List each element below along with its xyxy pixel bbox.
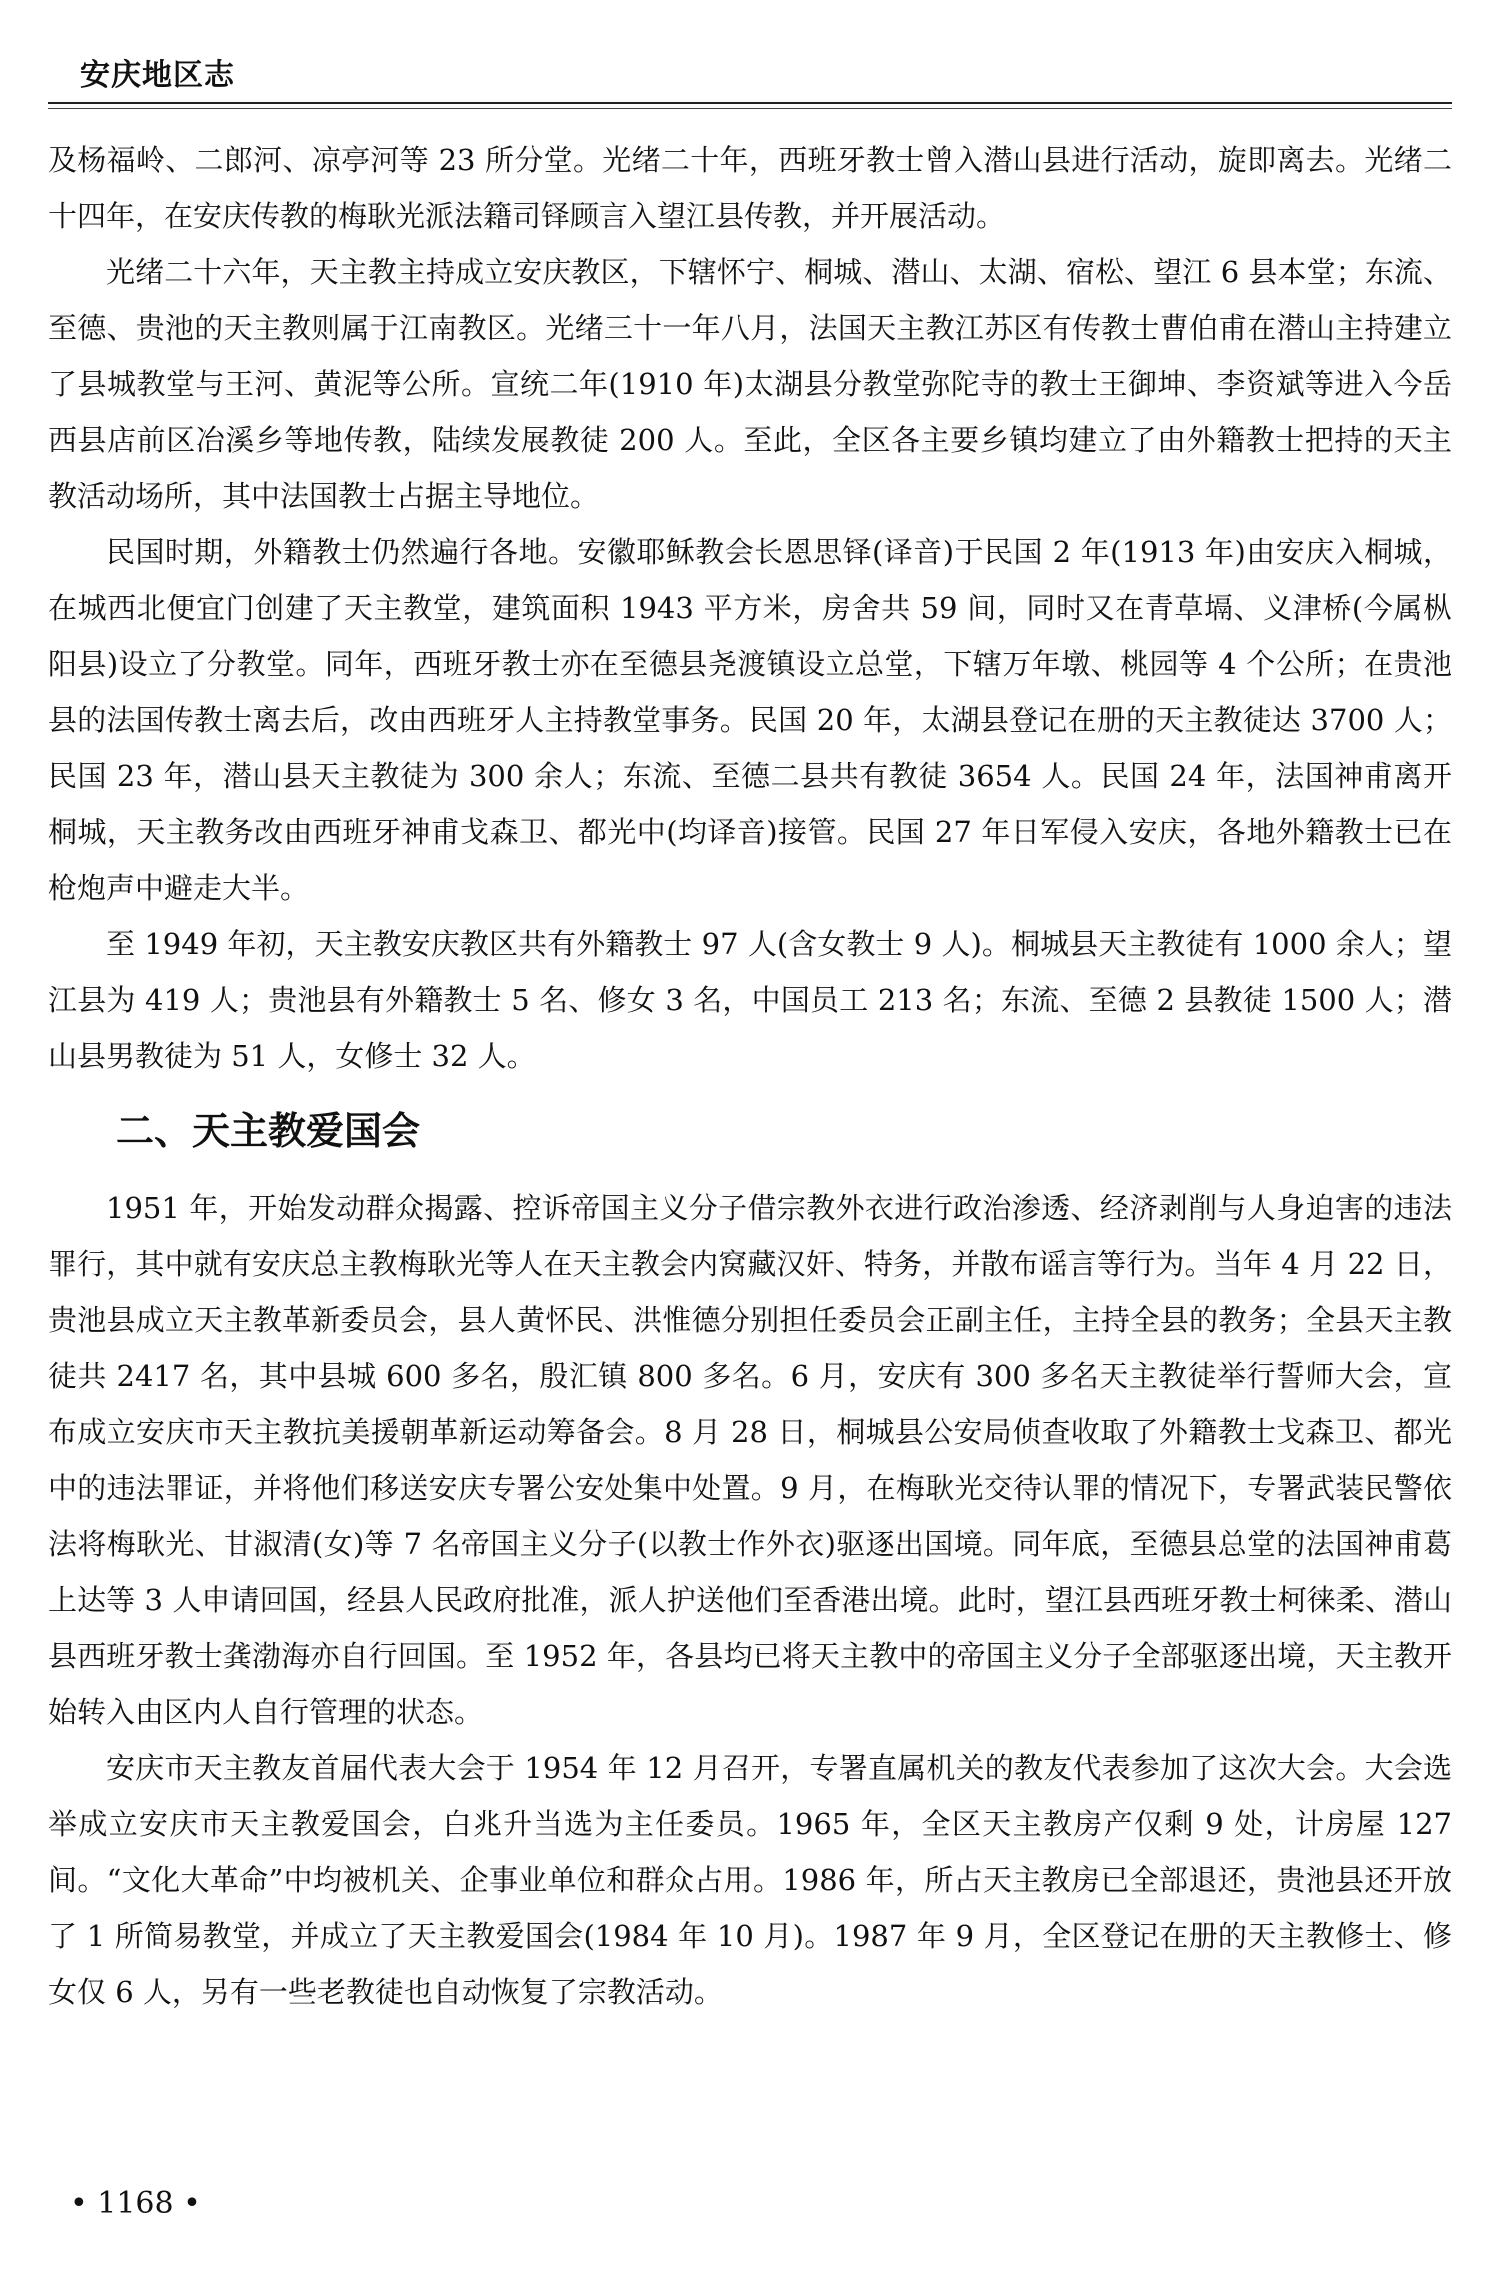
paragraph-continued: 及杨福岭、二郎河、凉亭河等 23 所分堂。光绪二十年，西班牙教士曾入潜山县进行活动，旋即离去。光绪二十四年，在安庆传教的梅耿光派法籍司铎顾言入望江县传教，并开展活动。 [48,143,1452,233]
header-rule-thin [48,108,1452,109]
header-rule [48,102,1452,104]
paragraph: 民国时期，外籍教士仍然遍行各地。安徽耶稣教会长恩思铎(译音)于民国 2 年(1913 年)由安庆入桐城，在城西北便宜门创建了天主教堂，建筑面积 1943 平方米，房舍共 59 间，同时又在青草塥、义津桥(今属枞阳县)设立了分教堂。同年，西班牙教士亦在至德县尧渡镇设立总堂，下辖万年墩、桃园等 4 个公所；在贵池县的法国传教士离去后，改由西班牙人主持教堂事务。民国 20 年，太湖县登记在册的天主教徒达 3700 人；民国 23 年，潜山县天主教徒为 300 余人；东流、至德二县共有教徒 3654 人。民国 24 年，法国神甫离开桐城，天主教务改由西班牙神甫戈森卫、都光中(均译音)接管。民国 27 年日军侵入安庆，各地外籍教士已在枪炮声中避走大半。 [48,535,1452,905]
paragraph: 光绪二十六年，天主教主持成立安庆教区，下辖怀宁、桐城、潜山、太湖、宿松、望江 6 县本堂；东流、至德、贵池的天主教则属于江南教区。光绪三十一年八月，法国天主教江苏区有传教士曹伯甫在潜山主持建立了县城教堂与王河、黄泥等公所。宣统二年(1910 年)太湖县分教堂弥陀寺的教士王御坤、李资斌等进入今岳西县店前区冶溪乡等地传教，陆续发展教徒 200 人。至此，全区各主要乡镇均建立了由外籍教士把持的天主教活动场所，其中法国教士占据主导地位。 [48,255,1452,513]
page-header [48,50,1452,106]
page-number: • 1168 • [70,2186,201,2221]
paragraph: 1951 年，开始发动群众揭露、控诉帝国主义分子借宗教外衣进行政治渗透、经济剥削与人身迫害的违法罪行，其中就有安庆总主教梅耿光等人在天主教会内窝藏汉奸、特务，并散布谣言等行为。当年 4 月 22 日，贵池县成立天主教革新委员会，县人黄怀民、洪惟德分别担任委员会正副主任，主持全县的教务；全县天主教徒共 2417 名，其中县城 600 多名，殷汇镇 800 多名。6 月，安庆有 300 多名天主教徒举行誓师大会，宣布成立安庆市天主教抗美援朝革新运动筹备会。8 月 28 日，桐城县公安局侦查收取了外籍教士戈森卫、都光中的违法罪证，并将他们移送安庆专署公安处集中处置。9 月，在梅耿光交待认罪的情况下，专署武装民警依法将梅耿光、甘淑清(女)等 7 名帝国主义分子(以教士作外衣)驱逐出国境。同年底，至德县总堂的法国神甫葛上达等 3 人申请回国，经县人民政府批准，派人护送他们至香港出境。此时，望江县西班牙教士柯徕柔、潜山县西班牙教士龚渤海亦自行回国。至 1952 年，各县均已将天主教中的帝国主义分子全部驱逐出境，天主教开始转入由区内人自行管理的状态。 [48,1191,1452,1729]
page-body [48,132,1452,2020]
section-heading: 二、天主教爱国会 [116,1109,421,1153]
running-title: 安庆地区志 [80,58,235,93]
paragraph: 至 1949 年初，天主教安庆教区共有外籍教士 97 人(含女教士 9 人)。桐城县天主教徒有 1000 余人；望江县为 419 人；贵池县有外籍教士 5 名、修女 3 名，中国员工 213 名；东流、至德 2 县教徒 1500 人；潜山县男教徒为 51 人，女修士 32 人。 [48,927,1452,1073]
paragraph: 安庆市天主教友首届代表大会于 1954 年 12 月召开，专署直属机关的教友代表参加了这次大会。大会选举成立安庆市天主教爱国会，白兆升当选为主任委员。1965 年，全区天主教房产仅剩 9 处，计房屋 127 间。“文化大革命”中均被机关、企事业单位和群众占用。1986 年，所占天主教房已全部退还，贵池县还开放了 1 所简易教堂，并成立了天主教爱国会(1984 年 10 月)。1987 年 9 月，全区登记在册的天主教修士、修女仅 6 人，另有一些老教徒也自动恢复了宗教活动。 [48,1751,1452,2009]
